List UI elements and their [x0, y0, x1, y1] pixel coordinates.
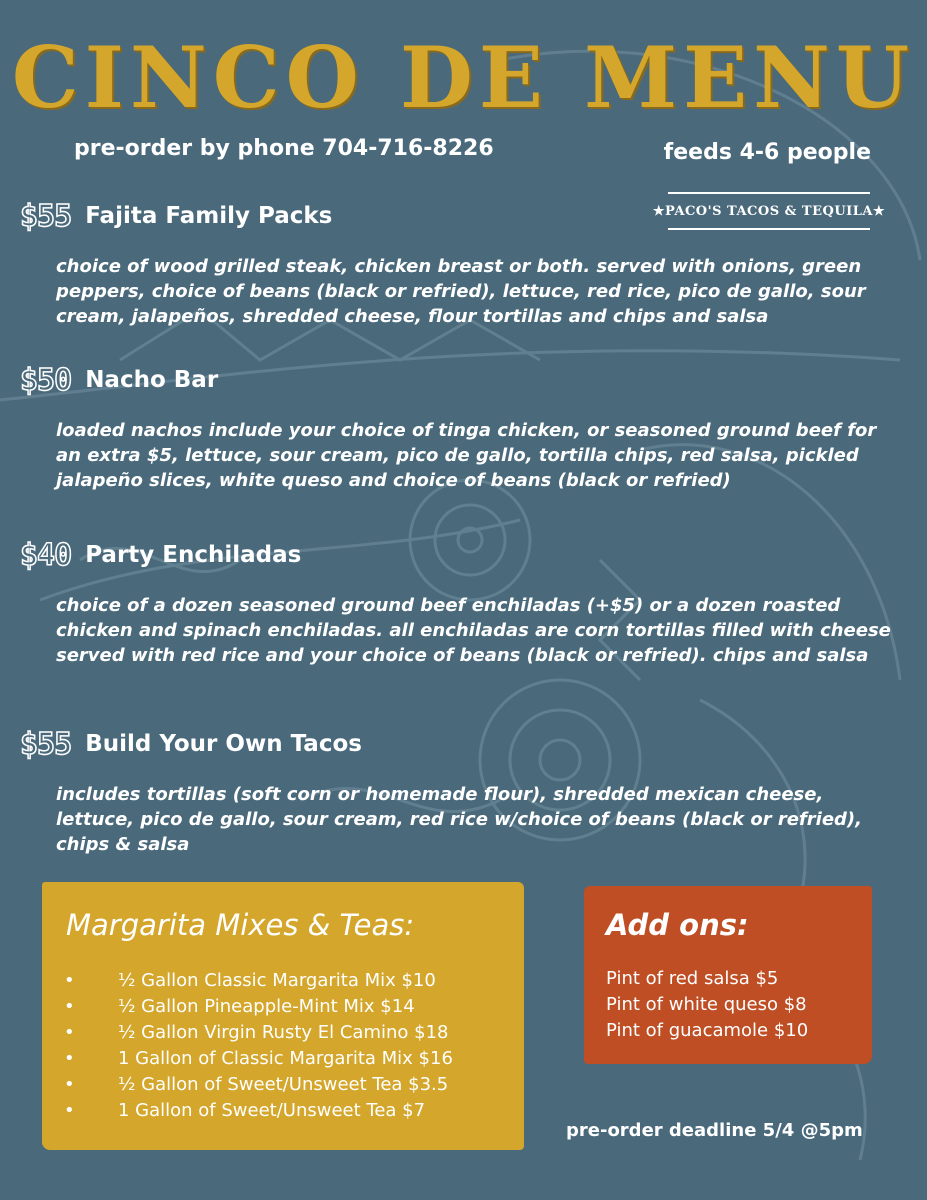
list-item-label: ½ Gallon Pineapple-Mint Mix $14	[118, 996, 415, 1017]
list-item-label: 1 Gallon of Classic Margarita Mix $16	[118, 1048, 453, 1069]
list-item-label: ½ Gallon Virgin Rusty El Camino $18	[118, 1022, 449, 1043]
bullet: •	[64, 1100, 75, 1121]
item-price: $40	[20, 537, 72, 573]
item-description: choice of a dozen seasoned ground beef enchiladas (+$5) or a dozen roasted chicken and spinach enchiladas. all enchiladas are corn tortillas filled with cheese served with red rice and your choice of beans (black or refried). chips and salsa	[56, 595, 891, 666]
item-name: Fajita Family Packs	[85, 203, 333, 229]
list-item-label: ½ Gallon Classic Margarita Mix $10	[118, 970, 436, 991]
menu-item	[20, 724, 900, 857]
preorder-deadline: pre-order deadline 5/4 @5pm	[566, 1120, 863, 1141]
bullet: •	[64, 1022, 75, 1043]
item-description: choice of wood grilled steak, chicken breast or both. served with onions, green peppers, choice of beans (black or refried), lettuce, red rice, pico de gallo, sour cream, jalapeños, shredded cheese, flour tortillas and chips and salsa	[56, 256, 866, 327]
menu-item	[20, 360, 900, 493]
item-name: Nacho Bar	[85, 367, 219, 393]
list-item-label: ½ Gallon of Sweet/Unsweet Tea $3.5	[118, 1074, 449, 1095]
list-item	[64, 1072, 453, 1098]
bullet: •	[64, 1074, 75, 1095]
bullet: •	[64, 1048, 75, 1069]
list-item: Pint of guacamole $10	[606, 1020, 809, 1041]
item-name: Party Enchiladas	[85, 542, 302, 568]
list-item	[64, 1098, 453, 1124]
addons-box	[584, 886, 872, 1064]
bullet: •	[64, 970, 75, 991]
brand-logo: ★PACO'S TACOS & TEQUILA★	[668, 192, 870, 230]
margarita-title: Margarita Mixes & Teas:	[66, 908, 415, 942]
item-name: Build Your Own Tacos	[85, 731, 362, 757]
item-price: $55	[20, 198, 72, 234]
list-item: Pint of red salsa $5	[606, 968, 779, 989]
list-item-label: 1 Gallon of Sweet/Unsweet Tea $7	[118, 1100, 426, 1121]
menu-item	[20, 196, 900, 329]
list-item	[64, 994, 453, 1020]
addons-title: Add ons:	[606, 908, 749, 942]
list-item	[64, 1020, 453, 1046]
list-item: Pint of white queso $8	[606, 994, 807, 1015]
feeds-count: feeds 4-6 people	[663, 140, 871, 165]
page-title: CINCO DE MENU	[11, 28, 916, 127]
margarita-list	[64, 968, 453, 1124]
item-price: $55	[20, 726, 72, 762]
list-item	[64, 1046, 453, 1072]
preorder-phone: pre-order by phone 704-716-8226	[74, 136, 494, 161]
item-price: $50	[20, 362, 72, 398]
item-description: loaded nachos include your choice of tinga chicken, or seasoned ground beef for an extra $5, lettuce, sour cream, pico de gallo, tortilla chips, red salsa, pickled jalapeño slices, white queso and choice of beans (black or refried)	[56, 420, 877, 491]
list-item	[64, 968, 453, 994]
menu-item	[20, 535, 900, 668]
margarita-box	[42, 882, 524, 1150]
addons-list	[606, 966, 808, 1044]
bullet: •	[64, 996, 75, 1017]
item-description: includes tortillas (soft corn or homemade flour), shredded mexican cheese, lettuce, pico de gallo, sour cream, red rice w/choice of beans (black or refried), chips & salsa	[56, 784, 863, 855]
